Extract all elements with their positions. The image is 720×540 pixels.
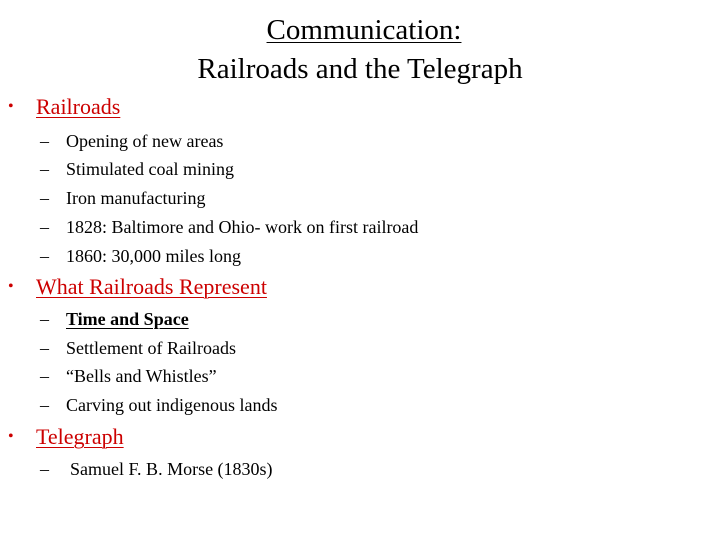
sub-item-text: Stimulated coal mining [66,159,234,179]
sub-item-text: Settlement of Railroads [66,338,236,358]
slide-title-line1: Communication: [266,14,462,46]
bullet-label-telegraph: Telegraph [36,424,124,449]
sub-item [40,186,205,210]
sub-item-text: 1860: 30,000 miles long [66,246,241,266]
slide-title-line2: Railroads and the Telegraph [197,53,523,85]
bullet-label-what-railroads-represent: What Railroads Represent [36,274,267,299]
sub-marker: – [40,459,49,479]
bullet-railroads [6,93,120,121]
sub-item [40,364,217,388]
sub-item-text: “Bells and Whistles” [66,366,217,386]
sub-item-text: 1828: Baltimore and Ohio- work on first railroad [66,217,419,237]
bullet-telegraph [6,423,124,451]
sub-item [40,129,223,153]
bullet-marker: • [8,98,14,115]
sub-marker: – [40,395,49,415]
sub-marker: – [40,217,49,237]
sub-marker: – [40,159,49,179]
sub-item [40,157,234,181]
sub-item-text: Iron manufacturing [66,188,206,208]
sub-item-text: Samuel F. B. Morse (1830s) [70,459,273,479]
sub-marker: – [40,309,49,329]
sub-marker: – [40,366,49,386]
sub-marker: – [40,131,49,151]
bullet-label-railroads: Railroads [36,94,121,119]
sub-item [40,393,277,417]
sub-item [40,215,418,239]
sub-marker: – [40,246,49,266]
sub-marker: – [40,188,49,208]
bullet-what-railroads-represent [6,273,267,301]
sub-item [40,336,236,360]
sub-item-text: Opening of new areas [66,131,224,151]
bullet-marker: • [8,278,14,295]
sub-item-text: Carving out indigenous lands [66,395,278,415]
sub-item-text: Time and Space [66,309,189,329]
sub-item [40,244,241,268]
sub-marker: – [40,338,49,358]
sub-item [40,307,189,331]
sub-item [40,457,273,481]
bullet-marker: • [8,428,14,445]
